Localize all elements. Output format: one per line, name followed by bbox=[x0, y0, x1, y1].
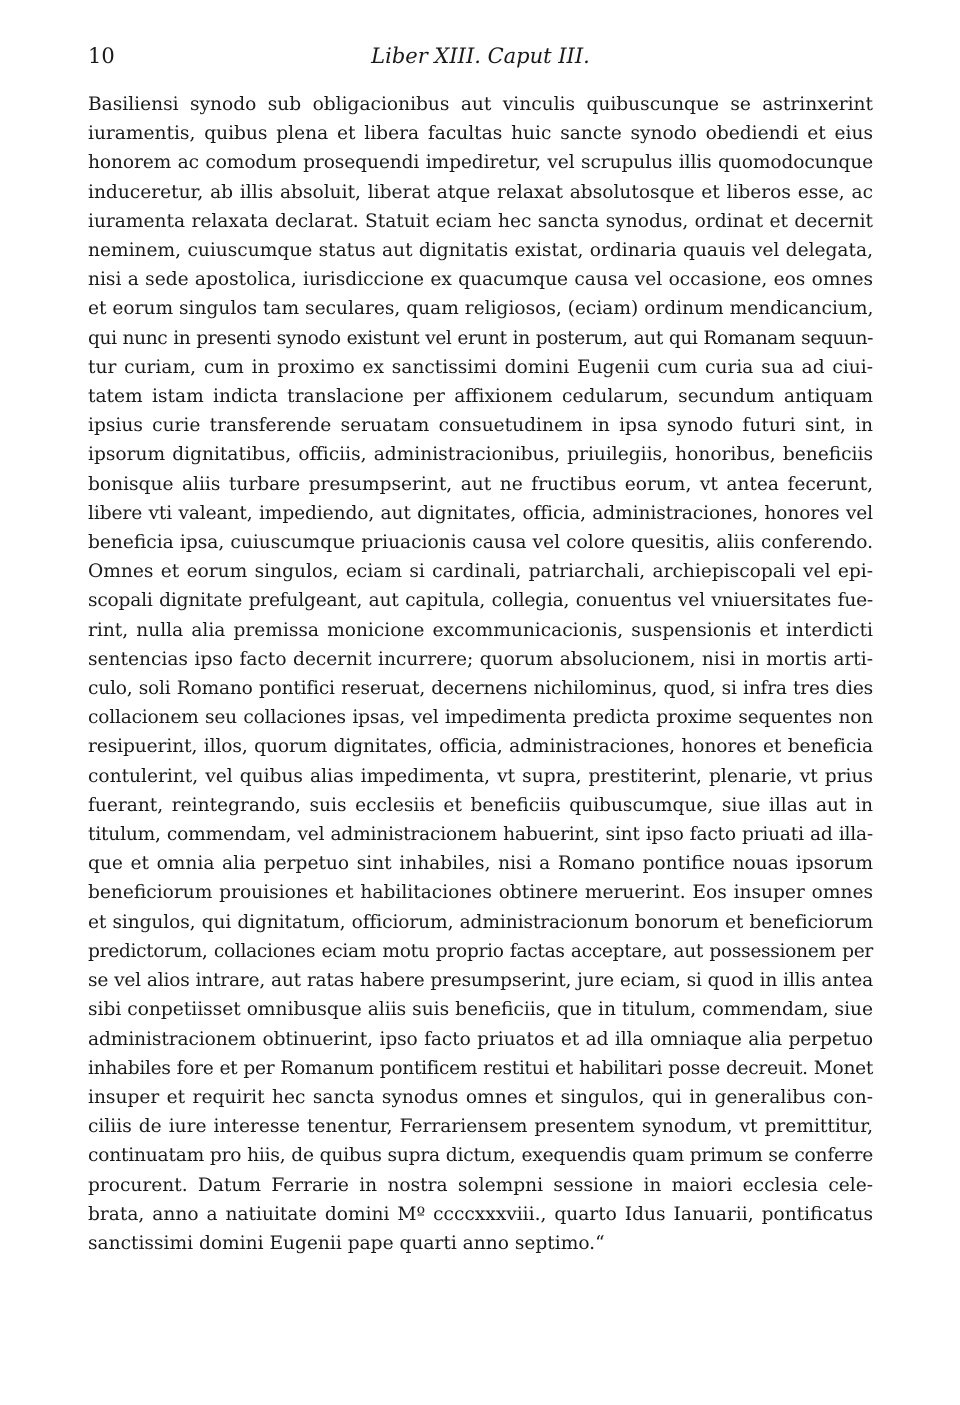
text-line: et singulos, qui dignitatum, officiorum, administracionum bonorum et beneficiorum bbox=[88, 911, 873, 933]
text-line: et eorum singulos tam seculares, quam religiosos, (eciam) ordinum mendicancium, bbox=[88, 298, 874, 320]
text-line: honorem ac comodum prosequendi impediretur, vel scrupulus illis quomodocunque bbox=[88, 152, 873, 174]
text-line: qui nunc in presenti synodo existunt vel erunt in posterum, aut qui Romanam sequun- bbox=[88, 327, 873, 349]
text-line: Basiliensi synodo sub obligacionibus aut vinculis quibuscunque se astrinxerint bbox=[88, 94, 873, 115]
text-line: beneficia ipsa, cuiuscumque priuacionis causa vel colore quesitis, aliis conferendo. bbox=[88, 532, 873, 554]
text-line: fuerant, reintegrando, suis ecclesiis et beneficiis quibuscumque, siue illas aut in bbox=[88, 794, 873, 816]
text-line: predictorum, collaciones eciam motu proprio factas acceptare, aut possessionem per bbox=[88, 940, 873, 962]
text-line: rint, nulla alia premissa monicione excommunicacionis, suspensionis et interdicti bbox=[88, 619, 873, 641]
text-line: inhabiles fore et per Romanum pontificem restitui et habilitari posse decreuit. Monet bbox=[88, 1057, 873, 1079]
text-line: administracionem obtinuerint, ipso facto priuatos et ad illa omniaque alia perpetuo bbox=[88, 1028, 873, 1050]
text-line: culo, soli Romano pontifici reseruat, decernens nichilominus, quod, si infra tres dies bbox=[88, 678, 873, 700]
text-line: iuramentis, quibus plena et libera facultas huic sancte synodo obediendi et eius bbox=[88, 123, 873, 145]
text-line: titulum, commendam, vel administracionem habuerint, sint ipso facto priuati ad illa- bbox=[88, 824, 873, 846]
text-line: bonisque aliis turbare presumpserint, aut ne fructibus eorum, vt antea fecerunt, bbox=[88, 473, 873, 495]
text-line: ipsius curie transferende seruatam consuetudinem in ipsa synodo futuri sint, in bbox=[88, 415, 873, 437]
text-line: iuramenta relaxata declarat. Statuit eciam hec sancta synodus, ordinat et decernit bbox=[88, 210, 873, 232]
text-line: libere vti valeant, impediendo, aut dignitates, officia, administraciones, honores vel bbox=[88, 502, 873, 524]
page-number: 10 bbox=[88, 44, 115, 68]
text-line: tatem istam indicta translacione per affixionem cedularum, secundum antiquam bbox=[88, 386, 873, 408]
text-line: continuatam pro hiis, de quibus supra dictum, exequendis quam primum se conferre bbox=[88, 1145, 873, 1167]
text-line: neminem, cuiuscumque status aut dignitatis existat, ordinaria quauis vel delegata, bbox=[88, 240, 873, 262]
text-line: induceretur, ab illis absoluit, liberat atque relaxat absolutosque et liberos esse, ac bbox=[88, 181, 873, 203]
text-line: contulerint, vel quibus alias impedimenta, vt supra, prestiterint, plenarie, vt prius bbox=[88, 765, 873, 787]
text-line: nisi a sede apostolica, iurisdiccione ex quacumque causa vel occasione, eos omnes bbox=[88, 269, 873, 291]
body-text bbox=[88, 90, 873, 1258]
text-line: se vel alios intrare, aut ratas habere presumpserint, jure eciam, si quod in illis antea bbox=[88, 970, 873, 992]
text-line: tur curiam, cum in proximo ex sanctissimi domini Eugenii cum curia sua ad ciui- bbox=[88, 356, 873, 378]
running-head bbox=[88, 44, 873, 78]
text-line: Omnes et eorum singulos, eciam si cardinali, patriarchali, archiepiscopali vel epi- bbox=[88, 561, 873, 583]
text-line: insuper et requirit hec sancta synodus omnes et singulos, qui in generalibus con- bbox=[88, 1086, 873, 1108]
text-line: sanctissimi domini Eugenii pape quarti anno septimo.“ bbox=[88, 1232, 605, 1254]
running-title: Liber XIII. Caput III. bbox=[371, 44, 590, 68]
text-line: collacionem seu collaciones ipsas, vel impedimenta predicta proxime sequentes non bbox=[88, 707, 873, 729]
text-line: que et omnia alia perpetuo sint inhabiles, nisi a Romano pontifice nouas ipsorum bbox=[88, 853, 873, 875]
text-line: procurent. Datum Ferrarie in nostra solempni sessione in maiori ecclesia cele- bbox=[88, 1174, 873, 1196]
text-line: ciliis de iure interesse tenentur, Ferrariensem presentem synodum, vt premittitur, bbox=[88, 1116, 873, 1138]
text-line: sibi conpetiisset omnibusque aliis suis beneficiis, que in titulum, commendam, siue bbox=[88, 999, 873, 1021]
text-line: ipsorum dignitatibus, officiis, administracionibus, priuilegiis, honoribus, beneficiis bbox=[88, 444, 873, 466]
text-line: brata, anno a natiuitate domini Mº ccccxxxviii., quarto Idus Ianuarii, pontificatus bbox=[88, 1203, 873, 1225]
text-line: resipuerint, illos, quorum dignitates, officia, administraciones, honores et beneficia bbox=[88, 736, 873, 758]
text-line: sentencias ipso facto decernit incurrere; quorum absolucionem, nisi in mortis arti- bbox=[88, 648, 873, 670]
text-line: scopali dignitate prefulgeant, aut capitula, collegia, conuentus vel vniuersitates fue- bbox=[88, 590, 873, 612]
text-line: beneficiorum prouisiones et habilitaciones obtinere meruerint. Eos insuper omnes bbox=[88, 882, 873, 904]
